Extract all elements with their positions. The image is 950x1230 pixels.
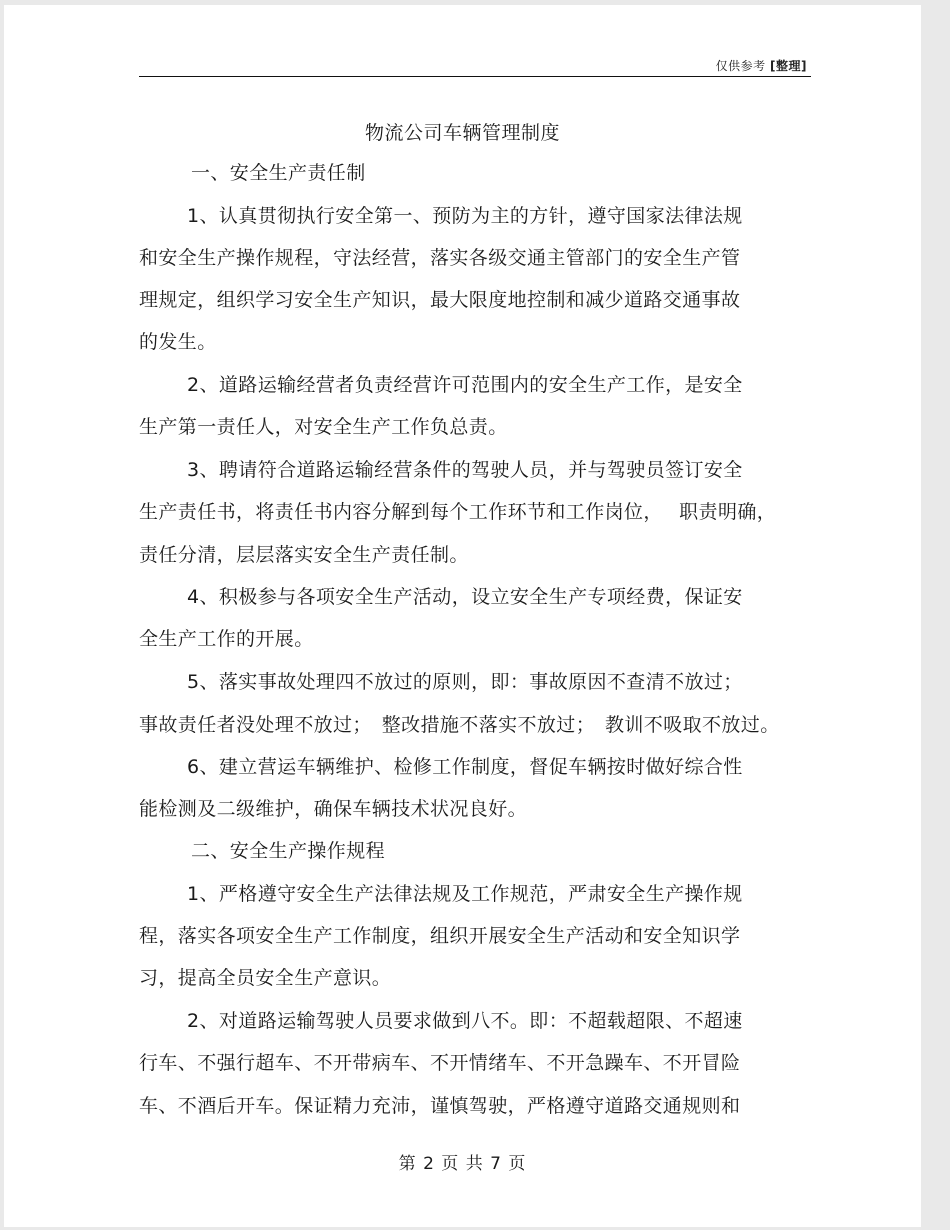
body-line: 1、认真贯彻执行安全第一、预防为主的方针，遵守国家法律法规	[187, 205, 743, 227]
body-line: 车、不酒后开车。保证精力充沛，谨慎驾驶，严格遵守道路交通规则和	[139, 1095, 741, 1117]
body-line: 6、建立营运车辆维护、检修工作制度，督促车辆按时做好综合性	[187, 756, 743, 778]
body-line: 习，提高全员安全生产意识。	[139, 967, 392, 989]
header-note-text: 仅供参考	[715, 59, 766, 73]
body-line: 行车、不强行超车、不开带病车、不开情绪车、不开急躁车、不开冒险	[139, 1052, 741, 1074]
body-line: 事故责任者没处理不放过； 整改措施不落实不放过； 教训不吸取不放过。	[139, 714, 780, 736]
header-note-tag: [整理]	[770, 59, 807, 73]
body-line: 4、积极参与各项安全生产活动，设立安全生产专项经费，保证安	[187, 586, 743, 608]
page-number: 第 2 页 共 7 页	[398, 1154, 527, 1174]
body-line: 程，落实各项安全生产工作制度，组织开展安全生产活动和安全知识学	[139, 925, 741, 947]
body-line: 生产责任书，将责任书内容分解到每个工作环节和工作岗位， 职责明确，	[139, 501, 777, 523]
body-line: 二、安全生产操作规程	[191, 840, 386, 862]
body-line: 5、落实事故处理四不放过的原则，即：事故原因不查清不放过；	[187, 671, 743, 693]
document-page	[4, 5, 921, 1227]
body-line: 一、安全生产责任制	[191, 162, 366, 184]
header-rule	[139, 76, 811, 77]
body-line: 2、对道路运输驾驶人员要求做到八不。即：不超载超限、不超速	[187, 1010, 743, 1032]
body-line: 1、严格遵守安全生产法律法规及工作规范，严肃安全生产操作规	[187, 883, 743, 905]
document-title: 物流公司车辆管理制度	[364, 122, 560, 144]
body-line: 3、聘请符合道路运输经营条件的驾驶人员，并与驾驶员签订安全	[187, 459, 743, 481]
header-note	[716, 57, 807, 74]
body-line: 能检测及二级维护，确保车辆技术状况良好。	[139, 798, 528, 820]
body-line: 责任分清，层层落实安全生产责任制。	[139, 544, 469, 566]
body-line: 全生产工作的开展。	[139, 628, 314, 650]
body-line: 2、道路运输经营者负责经营许可范围内的安全生产工作，是安全	[187, 374, 743, 396]
body-line: 理规定，组织学习安全生产知识，最大限度地控制和减少道路交通事故	[139, 289, 741, 311]
body-line: 的发生。	[139, 331, 217, 353]
body-line: 生产第一责任人，对安全生产工作负总责。	[139, 416, 508, 438]
body-line: 和安全生产操作规程，守法经营，落实各级交通主管部门的安全生产管	[139, 247, 741, 269]
